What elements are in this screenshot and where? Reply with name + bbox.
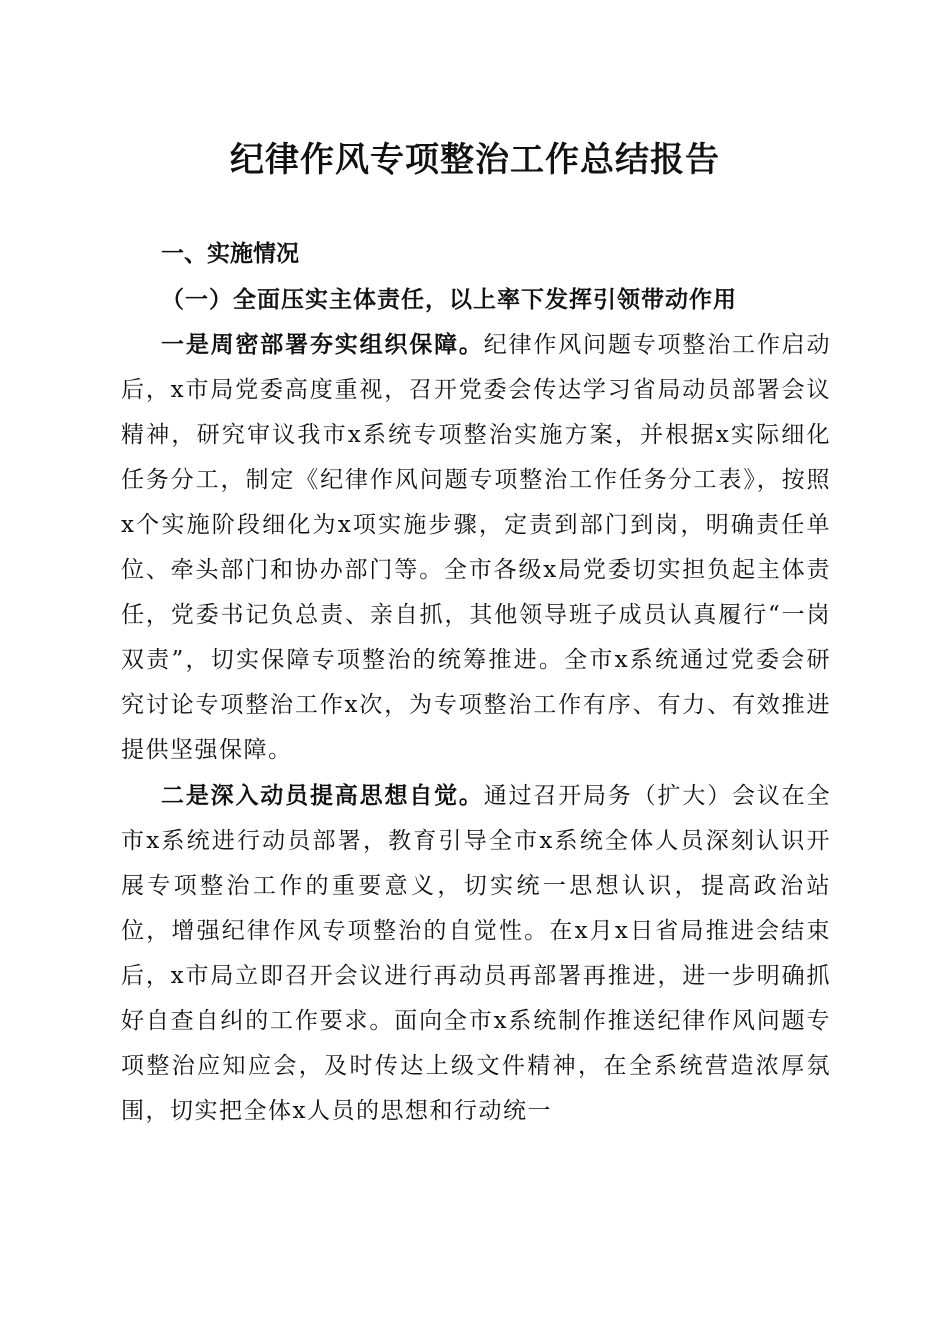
section-heading: 一、实施情况 (161, 241, 299, 267)
paragraph-lead: 一是周密部署夯实组织保障。 (161, 331, 484, 358)
paragraph-text: 通过召开局务（扩大）会议在全市x系统进行动员部署，教育引导全市x系统全体人员深刻认识开展专项整治工作的重要意义，切实统一思想认识，提高政治站位，增强纪律作风专项整治的自觉性。在x月x日省局推进会结束后，x市局立即召开会议进行再动员再部署再推进，进一步明确抓好自查自纠的工作要求。面向全市x系统制作推送纪律作风问题专项整治应知应会，及时传达上级文件精神，在全系统营造浓厚氛围，切实把全体x人员的思想和行动统一 (121, 783, 832, 1124)
paragraph-text: 纪律作风问题专项整治工作启动后，x市局党委高度重视，召开党委会传达学习省局动员部署会议精神，研究审议我市x系统专项整治实施方案，并根据x实际细化任务分工，制定《纪律作风问题专项整治工作任务分工表》，按照x个实施阶段细化为x项实施步骤，定责到部门到岗，明确责任单位、牵头部门和协办部门等。全市各级x局党委切实担负起主体责任，党委书记负总责、亲自抓，其他领导班子成员认真履行“一岗双责”，切实保障专项整治的统筹推进。全市x系统通过党委会研究讨论专项整治工作x次，为专项整治工作有序、有力、有效推进提供坚强保障。 (121, 332, 832, 763)
subsection-heading: （一）全面压实主体责任，以上率下发挥引领带动作用 (161, 286, 737, 313)
paragraph (121, 322, 831, 773)
document-title: 纪律作风专项整治工作总结报告 (230, 140, 720, 180)
paragraph-lead: 二是深入动员提高思想自觉。 (161, 782, 484, 809)
paragraph (121, 773, 831, 1134)
document-body (121, 232, 831, 1134)
